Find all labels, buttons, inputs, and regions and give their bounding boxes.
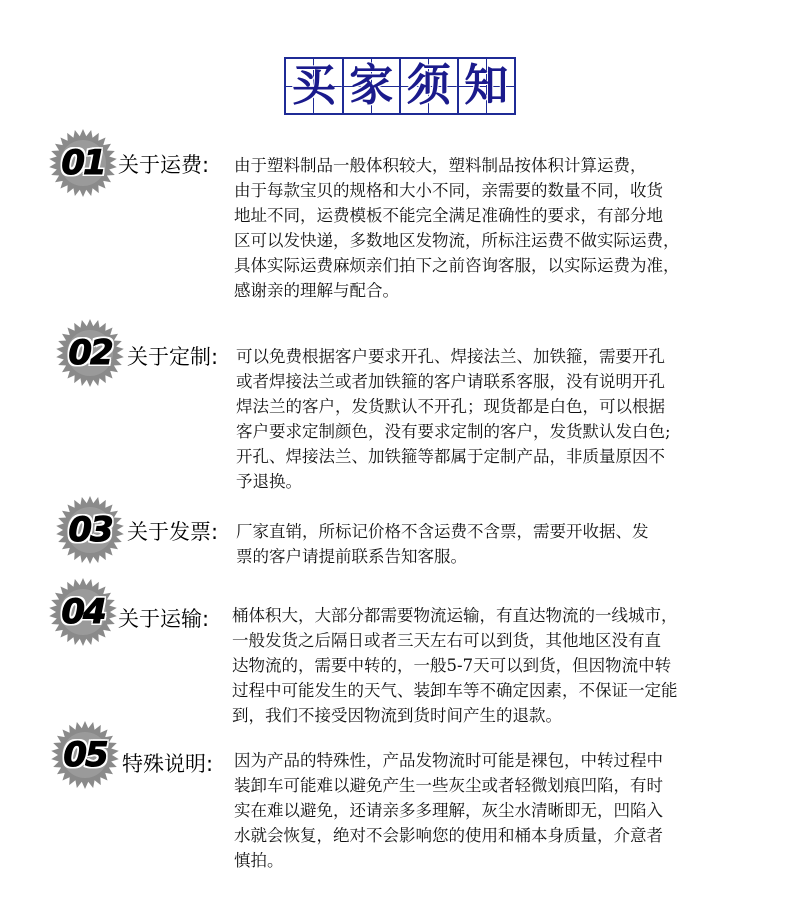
number-badge xyxy=(48,577,118,647)
badge-number: 05 xyxy=(63,735,107,775)
section-heading: 特殊说明: xyxy=(122,752,214,776)
badge-number: 01 xyxy=(61,143,105,183)
body-line: 予退换。 xyxy=(236,472,302,491)
body-line: 开孔、焊接法兰、加铁箍等都属于定制产品，非质量原因不 xyxy=(236,447,665,466)
body-line: 装卸车可能难以避免产生一些灰尘或者轻微划痕凹陷，有时 xyxy=(234,776,663,795)
title-char: 家 xyxy=(349,60,394,111)
section-heading: 关于运费: xyxy=(118,153,210,177)
number-badge xyxy=(48,128,118,198)
body-line: 水就会恢复，绝对不会影响您的使用和桶本身质量，介意者 xyxy=(234,826,663,845)
number-badge xyxy=(55,318,125,388)
page-title xyxy=(284,57,516,115)
section-heading: 关于定制: xyxy=(127,345,219,369)
body-line: 因为产品的特殊性，产品发物流时可能是裸包，中转过程中 xyxy=(234,751,663,770)
badge-number: 03 xyxy=(68,510,112,550)
section-body xyxy=(234,153,680,303)
body-line: 具体实际运费麻烦亲们拍下之前咨询客服，以实际运费为准， xyxy=(234,256,680,275)
body-line: 焊法兰的客户，发货默认不开孔；现货都是白色，可以根据 xyxy=(236,397,665,416)
section-body xyxy=(234,748,663,873)
body-line: 或者焊接法兰或者加铁箍的客户请联系客服，没有说明开孔 xyxy=(236,372,665,391)
title-char: 知 xyxy=(464,60,509,111)
body-line: 桶体积大，大部分都需要物流运输，有直达物流的一线城市， xyxy=(232,606,678,625)
section-body xyxy=(236,519,649,569)
badge-number: 04 xyxy=(61,592,105,632)
section-body xyxy=(232,603,678,728)
body-line: 感谢亲的理解与配合。 xyxy=(234,281,399,300)
body-line: 慎拍。 xyxy=(234,851,284,870)
body-line: 区可以发快递，多数地区发物流，所标注运费不做实际运费， xyxy=(234,231,680,250)
body-line: 由于每款宝贝的规格和大小不同，亲需要的数量不同，收货 xyxy=(234,181,663,200)
body-line: 票的客户请提前联系告知客服。 xyxy=(236,547,467,566)
title-cell xyxy=(284,57,344,115)
body-line: 厂家直销，所标记价格不含运费不含票，需要开收据、发 xyxy=(236,522,649,541)
title-cell xyxy=(457,57,517,115)
section-body xyxy=(236,344,671,494)
body-line: 地址不同，运费模板不能完全满足准确性的要求，有部分地 xyxy=(234,206,663,225)
body-line: 客户要求定制颜色，没有要求定制的客户，发货默认发白色; xyxy=(236,422,671,441)
body-line: 过程中可能发生的天气、装卸车等不确定因素，不保证一定能 xyxy=(232,681,678,700)
title-char: 买 xyxy=(291,60,336,111)
title-cell xyxy=(342,57,402,115)
title-char: 须 xyxy=(406,60,451,111)
number-badge xyxy=(50,720,120,790)
body-line: 可以免费根据客户要求开孔、焊接法兰、加铁箍，需要开孔 xyxy=(236,347,665,366)
body-line: 到，我们不接受因物流到货时间产生的退款。 xyxy=(232,706,562,725)
section-heading: 关于运输: xyxy=(118,607,210,631)
body-line: 实在难以避免，还请亲多多理解，灰尘水清晰即无，凹陷入 xyxy=(234,801,663,820)
title-cell xyxy=(399,57,459,115)
body-line: 一般发货之后隔日或者三天左右可以到货，其他地区没有直 xyxy=(232,631,661,650)
number-badge xyxy=(55,495,125,565)
body-line: 达物流的，需要中转的，一般5-7天可以到货，但因物流中转 xyxy=(232,656,672,675)
body-line: 由于塑料制品一般体积较大，塑料制品按体积计算运费， xyxy=(234,156,647,175)
section-heading: 关于发票: xyxy=(127,520,219,544)
badge-number: 02 xyxy=(68,333,112,373)
